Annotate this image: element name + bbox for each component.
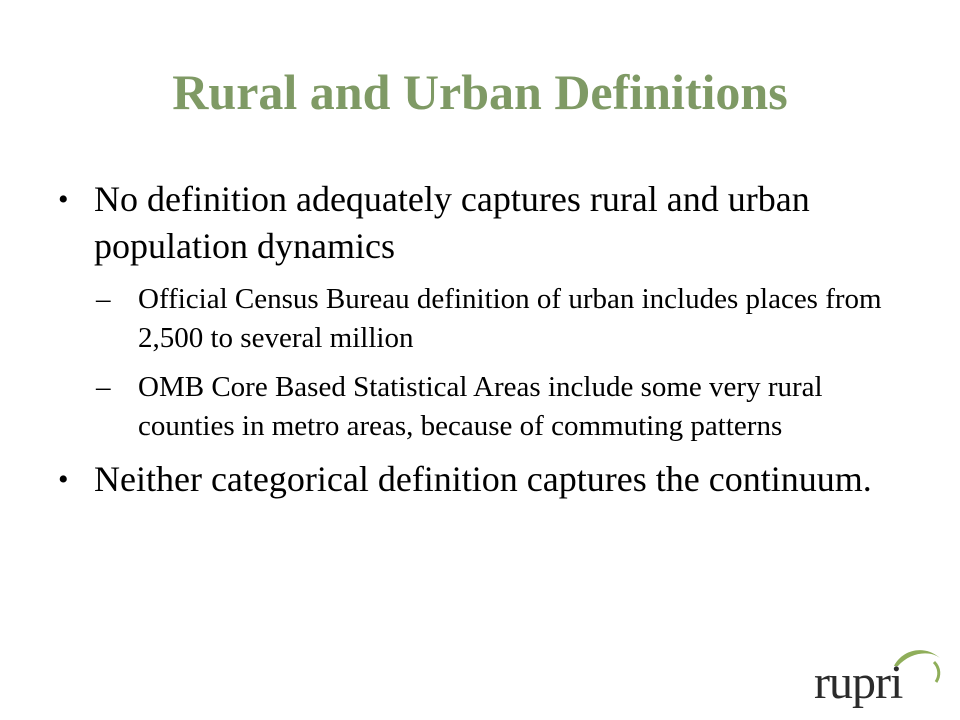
sub-bullet-marker: – [96, 371, 111, 403]
sub-bullet-item [56, 280, 886, 358]
bullet-marker: • [58, 463, 69, 496]
logo-text: rupri [814, 656, 903, 709]
sub-bullet-marker: – [96, 283, 111, 315]
bullet-item [56, 176, 886, 270]
bullet-text: Neither categorical definition captures the continuum. [94, 459, 872, 499]
rupri-logo [806, 632, 946, 714]
slide-content [56, 176, 886, 503]
bullet-marker: • [58, 183, 69, 216]
sub-bullet-text: Official Census Bureau definition of urban includes places from 2,500 to several million [138, 283, 882, 354]
bullet-item [56, 456, 886, 503]
sub-bullet-text: OMB Core Based Statistical Areas include some very rural counties in metro areas, because of commuting patterns [138, 371, 823, 442]
sub-bullet-item [56, 368, 886, 446]
bullet-text: No definition adequately captures rural and urban population dynamics [94, 179, 810, 266]
slide-title: Rural and Urban Definitions [172, 64, 788, 120]
